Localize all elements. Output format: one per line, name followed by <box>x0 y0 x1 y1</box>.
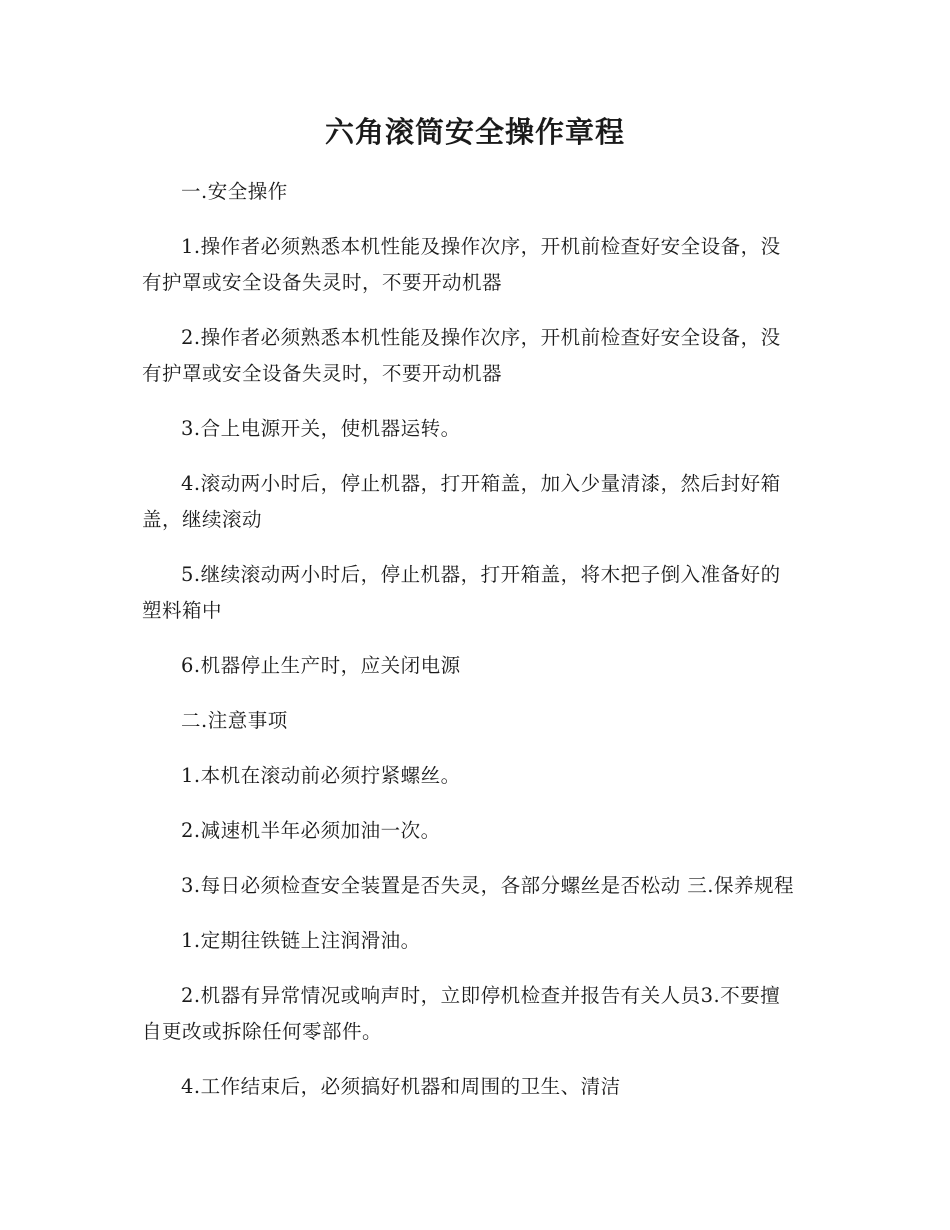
paragraph: 1.定期往铁链上注润滑油。 <box>181 929 421 952</box>
paragraph: 1.操作者必须熟悉本机性能及操作次序，开机前检查好安全设备，没有护罩或安全设备失灵时，不要开动机器 <box>142 235 781 294</box>
paragraph: 2.操作者必须熟悉本机性能及操作次序，开机前检查好安全设备，没有护罩或安全设备失灵时，不要开动机器 <box>142 326 781 385</box>
paragraph: 3.每日必须检查安全装置是否失灵，各部分螺丝是否松动 三.保养规程 <box>181 874 795 897</box>
paragraph: 3.合上电源开关，使机器运转。 <box>181 417 461 440</box>
paragraph: 1.本机在滚动前必须拧紧螺丝。 <box>181 764 461 787</box>
section-heading-notes: 二.注意事项 <box>181 709 288 732</box>
paragraph: 4.工作结束后，必须搞好机器和周围的卫生、清洁 <box>181 1075 621 1098</box>
paragraph: 2.机器有异常情况或响声时，立即停机检查并报告有关人员3.不要擅自更改或拆除任何零部件。 <box>142 984 781 1043</box>
paragraph: 2.减速机半年必须加油一次。 <box>181 819 441 842</box>
paragraph: 6.机器停止生产时，应关闭电源 <box>181 654 461 677</box>
section-heading-safety: 一.安全操作 <box>181 180 288 203</box>
paragraph: 5.继续滚动两小时后，停止机器，打开箱盖，将木把子倒入准备好的塑料箱中 <box>142 563 781 622</box>
document-title: 六角滚筒安全操作章程 <box>324 115 625 149</box>
paragraph: 4.滚动两小时后，停止机器，打开箱盖，加入少量清漆，然后封好箱盖，继续滚动 <box>142 472 781 531</box>
